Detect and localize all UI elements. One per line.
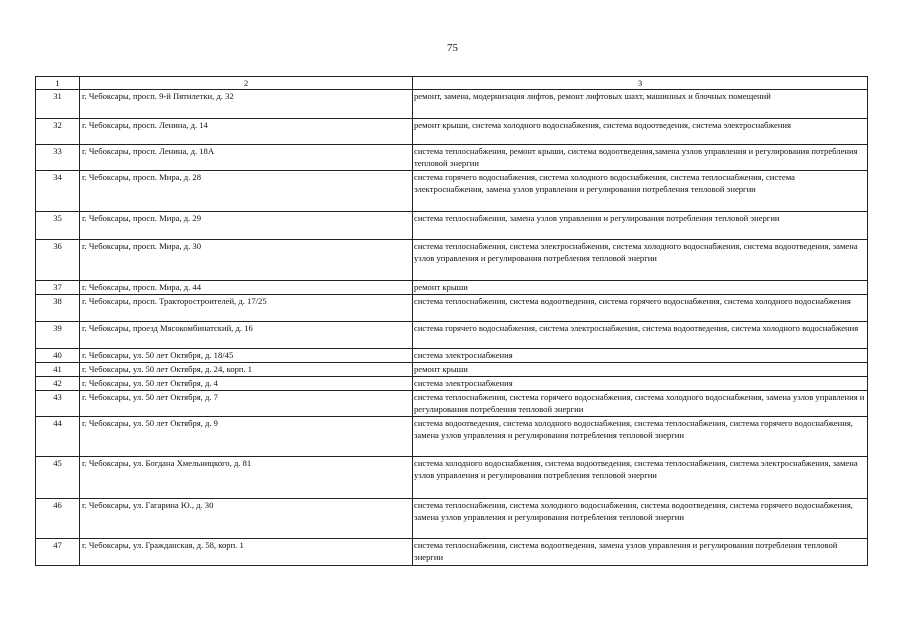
page-number: 75 xyxy=(447,42,458,54)
table-row xyxy=(36,119,868,145)
row-address: г. Чебоксары, ул. 50 лет Октября, д. 7 xyxy=(80,391,413,417)
row-works: система теплоснабжения, ремонт крыши, система водоотведения,замена узлов управления и регулирования потребления тепловой энергии xyxy=(413,145,868,171)
row-works: ремонт крыши, система холодного водоснабжения, система водоотведения, система электроснабжения xyxy=(413,119,868,145)
table-row xyxy=(36,295,868,322)
row-address: г. Чебоксары, просп. Мира, д. 30 xyxy=(80,240,413,281)
row-number: 41 xyxy=(36,363,80,377)
table-row xyxy=(36,539,868,566)
row-works: система теплоснабжения, система электроснабжения, система холодного водоснабжения, система водоотведения, замена узлов управления и регулирования потребления тепловой энергии xyxy=(413,240,868,281)
table-row xyxy=(36,90,868,119)
table-row xyxy=(36,363,868,377)
row-number: 44 xyxy=(36,417,80,457)
row-works: система теплоснабжения, система водоотведения, система горячего водоснабжения, система холодного водоснабжения xyxy=(413,295,868,322)
table-row xyxy=(36,171,868,212)
row-number: 43 xyxy=(36,391,80,417)
row-address: г. Чебоксары, ул. Гражданская, д. 58, корп. 1 xyxy=(80,539,413,566)
table-row xyxy=(36,212,868,240)
row-works: ремонт крыши xyxy=(413,363,868,377)
row-works: система теплоснабжения, замена узлов управления и регулирования потребления тепловой энергии xyxy=(413,212,868,240)
table-header-row xyxy=(36,77,868,90)
table-row xyxy=(36,499,868,539)
row-works: система электроснабжения xyxy=(413,377,868,391)
row-address: г. Чебоксары, ул. 50 лет Октября, д. 4 xyxy=(80,377,413,391)
row-number: 35 xyxy=(36,212,80,240)
table-row xyxy=(36,391,868,417)
row-number: 34 xyxy=(36,171,80,212)
column-header-3: 3 xyxy=(413,77,868,90)
row-address: г. Чебоксары, проезд Мясокомбинатский, д. 16 xyxy=(80,322,413,349)
row-number: 36 xyxy=(36,240,80,281)
row-address: г. Чебоксары, просп. Мира, д. 44 xyxy=(80,281,413,295)
column-header-2: 2 xyxy=(80,77,413,90)
row-number: 31 xyxy=(36,90,80,119)
row-number: 40 xyxy=(36,349,80,363)
row-works: система электроснабжения xyxy=(413,349,868,363)
table-row xyxy=(36,145,868,171)
row-works: система горячего водоснабжения, система холодного водоснабжения, система теплоснабжения, система электроснабжения, замена узлов управления и регулирования потребления тепловой энергии xyxy=(413,171,868,212)
row-works: система холодного водоснабжения, система водоотведения, система теплоснабжения, система электроснабжения, замена узлов управления и регулирования потребления тепловой энергии xyxy=(413,457,868,499)
table-row xyxy=(36,240,868,281)
row-works: система теплоснабжения, система горячего водоснабжения, система холодного водоснабжения, замена узлов управления и регулирования потребления тепловой энергии xyxy=(413,391,868,417)
table-row xyxy=(36,322,868,349)
row-works: ремонт крыши xyxy=(413,281,868,295)
row-number: 42 xyxy=(36,377,80,391)
row-works: система водоотведения, система холодного водоснабжения, система теплоснабжения, система горячего водоснабжения, замена узлов управления и регулирования потребления тепловой энергии xyxy=(413,417,868,457)
table-row xyxy=(36,377,868,391)
row-address: г. Чебоксары, ул. Гагарина Ю., д. 30 xyxy=(80,499,413,539)
row-number: 39 xyxy=(36,322,80,349)
row-address: г. Чебоксары, просп. Ленина, д. 14 xyxy=(80,119,413,145)
row-number: 46 xyxy=(36,499,80,539)
row-number: 47 xyxy=(36,539,80,566)
row-number: 45 xyxy=(36,457,80,499)
table-row xyxy=(36,349,868,363)
row-works: ремонт, замена, модернизация лифтов, ремонт лифтовых шахт, машинных и блочных помещений xyxy=(413,90,868,119)
row-number: 32 xyxy=(36,119,80,145)
row-address: г. Чебоксары, просп. Мира, д. 29 xyxy=(80,212,413,240)
row-address: г. Чебоксары, ул. 50 лет Октября, д. 24, корп. 1 xyxy=(80,363,413,377)
row-works: система теплоснабжения, система холодного водоснабжения, система водоотведения, система горячего водоснабжения, замена узлов управления и регулирования потребления тепловой энергии xyxy=(413,499,868,539)
row-number: 38 xyxy=(36,295,80,322)
row-number: 33 xyxy=(36,145,80,171)
row-works: система теплоснабжения, система водоотведения, замена узлов управления и регулирования потребления тепловой энергии xyxy=(413,539,868,566)
row-address: г. Чебоксары, ул. 50 лет Октября, д. 9 xyxy=(80,417,413,457)
row-address: г. Чебоксары, ул. 50 лет Октября, д. 18/45 xyxy=(80,349,413,363)
row-address: г. Чебоксары, ул. Богдана Хмельницкого, д. 81 xyxy=(80,457,413,499)
row-address: г. Чебоксары, просп. Ленина, д. 18А xyxy=(80,145,413,171)
row-address: г. Чебоксары, просп. Тракторостроителей, д. 17/25 xyxy=(80,295,413,322)
table-row xyxy=(36,457,868,499)
row-address: г. Чебоксары, просп. Мира, д. 28 xyxy=(80,171,413,212)
works-table-body xyxy=(36,77,868,566)
row-number: 37 xyxy=(36,281,80,295)
row-address: г. Чебоксары, просп. 9-й Пятилетки, д. 32 xyxy=(80,90,413,119)
table-row xyxy=(36,417,868,457)
row-works: система горячего водоснабжения, система электроснабжения, система водоотведения, система холодного водоснабжения xyxy=(413,322,868,349)
works-table xyxy=(35,76,868,566)
table-row xyxy=(36,281,868,295)
column-header-1: 1 xyxy=(36,77,80,90)
